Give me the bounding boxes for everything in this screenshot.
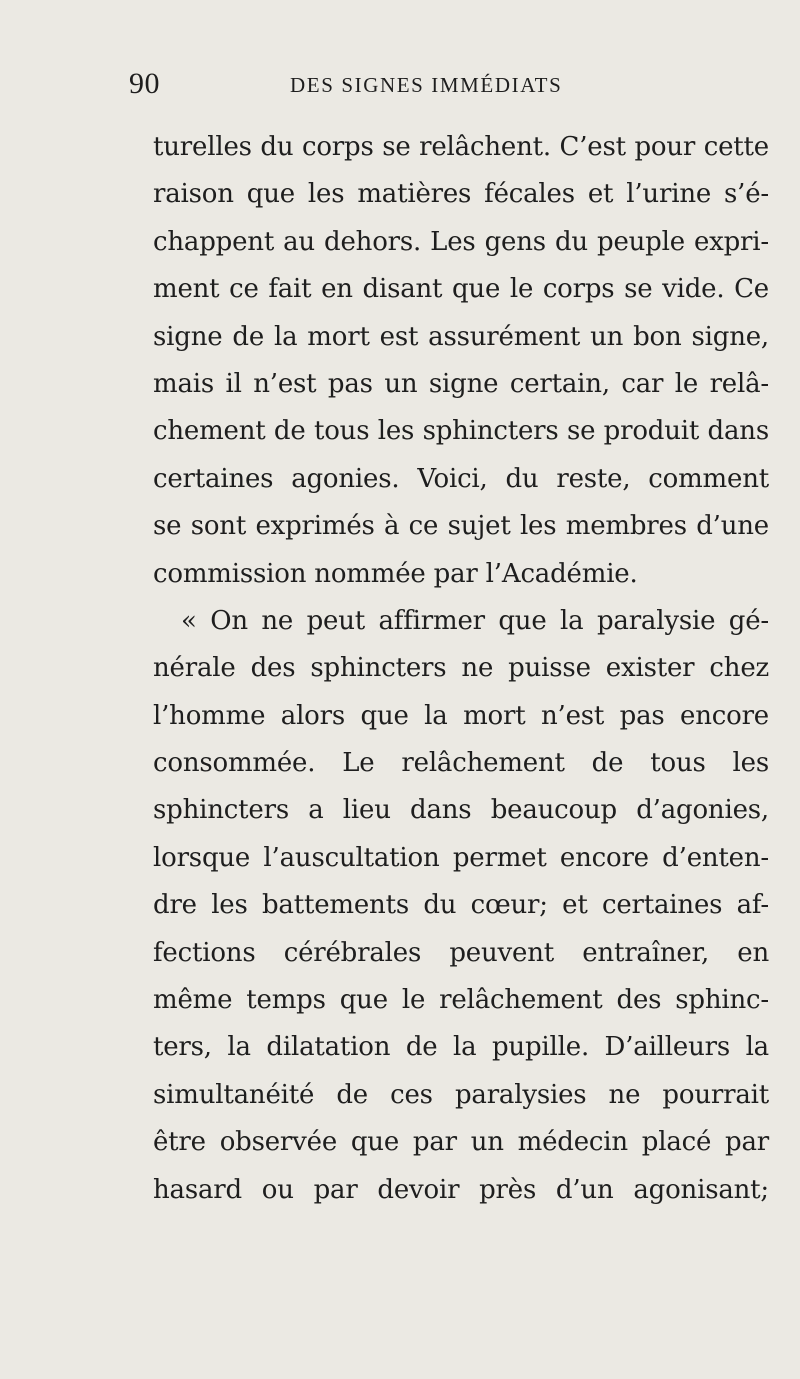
text-line: ment ce fait en disant que le corps se vide. Ce	[153, 274, 769, 305]
text-line: même temps que le relâchement des sphinc-	[153, 985, 769, 1016]
text-line: chappent au dehors. Les gens du peuple expri-	[153, 226, 769, 257]
text-line: l’homme alors que la mort n’est pas encore	[153, 700, 769, 731]
text-line: consommée. Le relâchement de tous les	[153, 748, 769, 779]
body-text	[153, 124, 769, 1214]
text-line: « On ne peut affirmer que la paralysie gé-	[181, 605, 769, 636]
text-line: hasard ou par devoir près d’un agonisant;	[153, 1174, 769, 1205]
text-line: ters, la dilatation de la pupille. D’ailleurs la	[153, 1032, 769, 1063]
text-line: mais il n’est pas un signe certain, car le relâ-	[153, 368, 769, 399]
text-line: dre les battements du cœur; et certaines af-	[153, 890, 769, 921]
running-head: DES SIGNES IMMÉDIATS	[290, 73, 563, 97]
text-line: fections cérébrales peuvent entraîner, en	[153, 937, 769, 968]
text-line: être observée que par un médecin placé par	[153, 1127, 769, 1158]
text-line: chement de tous les sphincters se produit dans	[153, 416, 769, 447]
text-line: commission nommée par l’Académie.	[153, 558, 638, 589]
text-line: lorsque l’auscultation permet encore d’enten-	[153, 842, 769, 873]
text-line: certaines agonies. Voici, du reste, comment	[153, 463, 769, 494]
text-line: nérale des sphincters ne puisse exister chez	[153, 653, 769, 684]
text-line: se sont exprimés à ce sujet les membres d’une	[153, 511, 769, 542]
text-line: turelles du corps se relâchent. C’est pour cette	[153, 132, 769, 162]
page-number: 90	[129, 67, 160, 100]
page-header	[129, 64, 689, 104]
text-line: sphincters a lieu dans beaucoup d’agonies,	[153, 795, 769, 826]
text-line: signe de la mort est assurément un bon signe,	[153, 321, 769, 352]
text-line: raison que les matières fécales et l’urine s’é-	[153, 179, 769, 210]
text-line: simultanéité de ces paralysies ne pourrait	[153, 1079, 769, 1110]
